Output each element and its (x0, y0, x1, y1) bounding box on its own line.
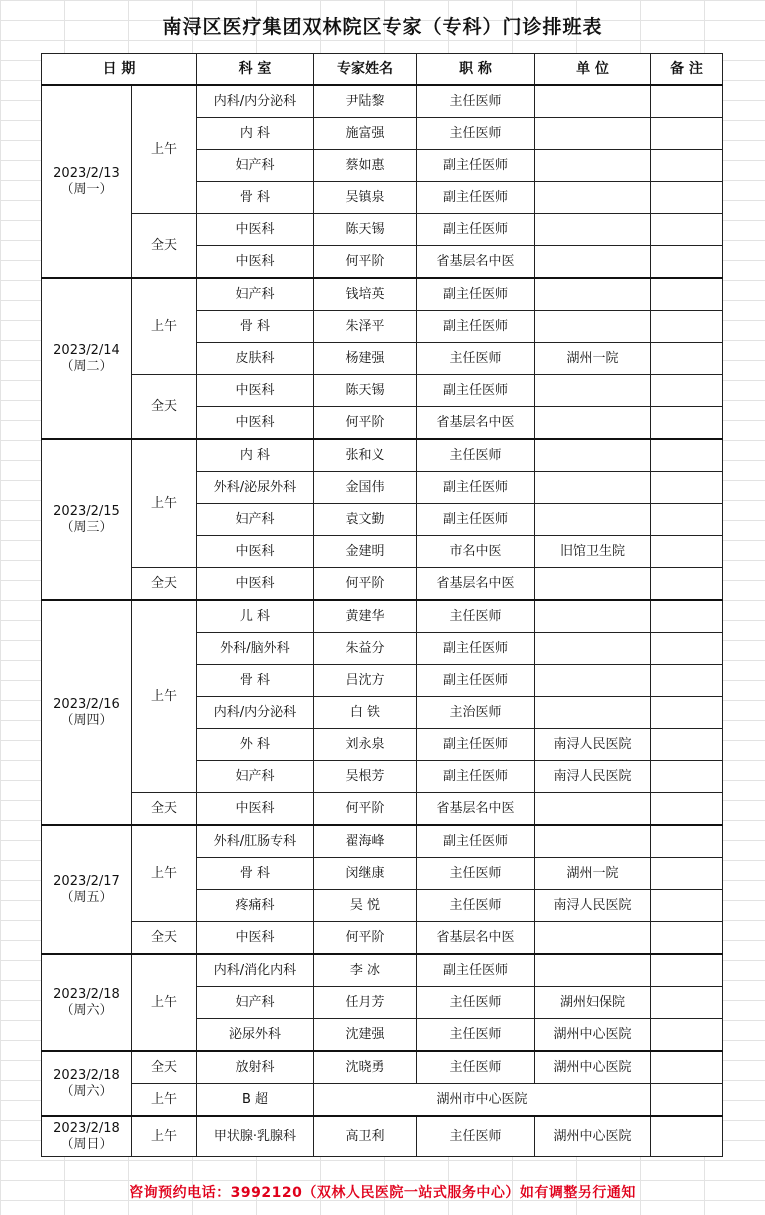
date-value: 2023/2/18 (53, 1120, 120, 1136)
weekday-value: （周四） (60, 712, 113, 728)
expert-cell: 钱培英 (314, 278, 417, 311)
period-cell: 上午 (132, 85, 197, 214)
date-cell (42, 954, 132, 1051)
title-cell: 市名中医 (417, 536, 535, 568)
expert-cell: 朱益分 (314, 633, 417, 665)
unit-cell (535, 472, 651, 504)
remark-cell (651, 954, 723, 987)
dept-cell: 骨 科 (197, 311, 314, 343)
dept-cell: 内 科 (197, 439, 314, 472)
title-cell: 省基层名中医 (417, 407, 535, 440)
date-cell (42, 825, 132, 954)
dept-cell: 外 科 (197, 729, 314, 761)
remark-cell (651, 987, 723, 1019)
date-value: 2023/2/18 (53, 1067, 120, 1083)
page-title: 南浔区医疗集团双林院区专家（专科）门诊排班表 (162, 16, 603, 38)
title-cell: 主任医师 (417, 343, 535, 375)
period-cell: 全天 (132, 793, 197, 826)
dept-cell: 骨 科 (197, 858, 314, 890)
header-row (42, 54, 723, 86)
unit-cell: 湖州中心医院 (535, 1116, 651, 1157)
header-expert: 专家姓名 (314, 54, 417, 86)
expert-cell: 袁文勤 (314, 504, 417, 536)
unit-cell (535, 407, 651, 440)
title-cell: 副主任医师 (417, 311, 535, 343)
remark-cell (651, 1019, 723, 1052)
title-cell: 省基层名中医 (417, 568, 535, 601)
dept-cell: 中医科 (197, 375, 314, 407)
table-row (42, 85, 723, 118)
dept-cell: 妇产科 (197, 987, 314, 1019)
dept-cell: 中医科 (197, 214, 314, 246)
remark-cell (651, 439, 723, 472)
dept-cell: 皮肤科 (197, 343, 314, 375)
expert-cell: 何平阶 (314, 246, 417, 279)
period-cell: 全天 (132, 214, 197, 279)
dept-cell: 中医科 (197, 568, 314, 601)
remark-cell (651, 214, 723, 246)
table-row (42, 600, 723, 633)
unit-cell (535, 697, 651, 729)
remark-cell (651, 504, 723, 536)
header-title: 职 称 (417, 54, 535, 86)
expert-cell: 何平阶 (314, 568, 417, 601)
remark-cell (651, 793, 723, 826)
date-cell (42, 600, 132, 825)
dept-cell: 内科/内分泌科 (197, 697, 314, 729)
date-cell (42, 278, 132, 439)
title-cell: 副主任医师 (417, 825, 535, 858)
dept-cell: 甲状腺·乳腺科 (197, 1116, 314, 1157)
remark-cell (651, 150, 723, 182)
remark-cell (651, 600, 723, 633)
title-cell: 副主任医师 (417, 729, 535, 761)
remark-cell (651, 697, 723, 729)
footer-notice: 咨询预约电话：3992120（双林人民医院一站式服务中心）如有调整另行通知 (129, 1185, 636, 1201)
expert-cell: 刘永泉 (314, 729, 417, 761)
expert-cell: 何平阶 (314, 922, 417, 955)
unit-cell (535, 633, 651, 665)
table-row (42, 568, 723, 601)
remark-cell (651, 665, 723, 697)
remark-cell (651, 343, 723, 375)
unit-cell: 湖州妇保院 (535, 987, 651, 1019)
unit-cell: 湖州一院 (535, 343, 651, 375)
weekday-value: （周一） (60, 181, 113, 197)
date-cell (42, 1116, 132, 1157)
period-cell: 上午 (132, 439, 197, 568)
dept-cell: 内 科 (197, 118, 314, 150)
dept-cell: 中医科 (197, 246, 314, 279)
title-cell: 主任医师 (417, 987, 535, 1019)
dept-cell: 中医科 (197, 407, 314, 440)
dept-cell: 中医科 (197, 922, 314, 955)
unit-cell: 湖州中心医院 (535, 1019, 651, 1052)
expert-cell: 高卫利 (314, 1116, 417, 1157)
weekday-value: （周六） (60, 1083, 113, 1099)
remark-cell (651, 729, 723, 761)
date-cell (42, 1051, 132, 1116)
remark-cell (651, 568, 723, 601)
dept-cell: 外科/泌尿外科 (197, 472, 314, 504)
remark-cell (651, 1116, 723, 1157)
title-cell: 主任医师 (417, 85, 535, 118)
expert-cell: 施富强 (314, 118, 417, 150)
schedule-table (41, 53, 723, 1157)
table-row (42, 793, 723, 826)
remark-cell (651, 278, 723, 311)
expert-cell: 黄建华 (314, 600, 417, 633)
period-cell: 上午 (132, 954, 197, 1051)
title-cell: 副主任医师 (417, 761, 535, 793)
title-cell: 主任医师 (417, 890, 535, 922)
title-cell: 副主任医师 (417, 472, 535, 504)
unit-cell: 旧馆卫生院 (535, 536, 651, 568)
title-cell: 副主任医师 (417, 182, 535, 214)
remark-cell (651, 1084, 723, 1117)
weekday-value: （周二） (60, 358, 113, 374)
weekday-value: （周六） (60, 1002, 113, 1018)
weekday-value: （周日） (60, 1136, 113, 1152)
unit-cell (535, 214, 651, 246)
dept-cell: 外科/肛肠专科 (197, 825, 314, 858)
expert-cell: 翟海峰 (314, 825, 417, 858)
remark-cell (651, 825, 723, 858)
remark-cell (651, 858, 723, 890)
title-cell: 主任医师 (417, 858, 535, 890)
table-row (42, 922, 723, 955)
expert-cell: 何平阶 (314, 793, 417, 826)
dept-cell: 放射科 (197, 1051, 314, 1084)
table-row (42, 954, 723, 987)
dept-cell: B 超 (197, 1084, 314, 1117)
unit-cell (535, 375, 651, 407)
remark-cell (651, 472, 723, 504)
title-cell: 主任医师 (417, 1051, 535, 1084)
remark-cell (651, 246, 723, 279)
date-value: 2023/2/16 (53, 696, 120, 712)
unit-cell (535, 311, 651, 343)
unit-cell (535, 439, 651, 472)
date-value: 2023/2/14 (53, 342, 120, 358)
expert-cell: 沈晓勇 (314, 1051, 417, 1084)
dept-cell: 中医科 (197, 536, 314, 568)
unit-cell (535, 922, 651, 955)
title-cell: 副主任医师 (417, 278, 535, 311)
expert-cell: 杨建强 (314, 343, 417, 375)
title-cell: 主任医师 (417, 439, 535, 472)
date-value: 2023/2/17 (53, 873, 120, 889)
title-cell: 副主任医师 (417, 214, 535, 246)
title-cell: 副主任医师 (417, 504, 535, 536)
expert-cell: 何平阶 (314, 407, 417, 440)
remark-cell (651, 536, 723, 568)
unit-cell: 湖州中心医院 (535, 1051, 651, 1084)
expert-cell: 张和义 (314, 439, 417, 472)
unit-cell (535, 600, 651, 633)
date-value: 2023/2/18 (53, 986, 120, 1002)
remark-cell (651, 182, 723, 214)
expert-cell: 金国伟 (314, 472, 417, 504)
date-value: 2023/2/13 (53, 165, 120, 181)
unit-cell (535, 246, 651, 279)
unit-cell (535, 793, 651, 826)
header-remark: 备 注 (651, 54, 723, 86)
expert-cell: 陈天锡 (314, 214, 417, 246)
remark-cell (651, 375, 723, 407)
unit-cell: 南浔人民医院 (535, 890, 651, 922)
title-cell: 副主任医师 (417, 633, 535, 665)
dept-cell: 骨 科 (197, 182, 314, 214)
dept-cell: 儿 科 (197, 600, 314, 633)
unit-cell (535, 118, 651, 150)
dept-cell: 中医科 (197, 793, 314, 826)
title-cell: 省基层名中医 (417, 922, 535, 955)
dept-cell: 妇产科 (197, 150, 314, 182)
expert-cell: 陈天锡 (314, 375, 417, 407)
dept-cell: 骨 科 (197, 665, 314, 697)
table-row (42, 825, 723, 858)
unit-cell (535, 182, 651, 214)
unit-cell (535, 278, 651, 311)
unit-cell (535, 568, 651, 601)
weekday-value: （周三） (60, 519, 113, 535)
expert-cell: 朱泽平 (314, 311, 417, 343)
date-cell (42, 85, 132, 278)
remark-cell (651, 633, 723, 665)
header-unit: 单 位 (535, 54, 651, 86)
dept-cell: 妇产科 (197, 761, 314, 793)
table-row (42, 278, 723, 311)
table-row (42, 439, 723, 472)
expert-cell: 白 铁 (314, 697, 417, 729)
period-cell: 上午 (132, 825, 197, 922)
title-cell: 主任医师 (417, 1116, 535, 1157)
expert-cell: 李 冰 (314, 954, 417, 987)
remark-cell (651, 922, 723, 955)
expert-cell: 金建明 (314, 536, 417, 568)
date-value: 2023/2/15 (53, 503, 120, 519)
remark-cell (651, 890, 723, 922)
expert-cell: 吕沈方 (314, 665, 417, 697)
unit-cell (535, 85, 651, 118)
expert-cell: 沈建强 (314, 1019, 417, 1052)
dept-cell: 内科/消化内科 (197, 954, 314, 987)
unit-cell (535, 665, 651, 697)
expert-cell: 任月芳 (314, 987, 417, 1019)
unit-cell: 湖州一院 (535, 858, 651, 890)
title-cell: 副主任医师 (417, 665, 535, 697)
title-cell: 副主任医师 (417, 150, 535, 182)
period-cell: 全天 (132, 568, 197, 601)
unit-cell (535, 504, 651, 536)
header-dept: 科 室 (197, 54, 314, 86)
expert-cell: 蔡如惠 (314, 150, 417, 182)
period-cell: 上午 (132, 278, 197, 375)
period-cell: 上午 (132, 600, 197, 793)
expert-cell: 吴根芳 (314, 761, 417, 793)
weekday-value: （周五） (60, 889, 113, 905)
period-cell: 全天 (132, 922, 197, 955)
period-cell: 上午 (132, 1116, 197, 1157)
period-cell: 全天 (132, 1051, 197, 1084)
dept-cell: 内科/内分泌科 (197, 85, 314, 118)
expert-cell: 尹陆黎 (314, 85, 417, 118)
remark-cell (651, 1051, 723, 1084)
merged-unit-cell: 湖州市中心医院 (314, 1084, 651, 1117)
title-cell: 副主任医师 (417, 375, 535, 407)
dept-cell: 疼痛科 (197, 890, 314, 922)
remark-cell (651, 85, 723, 118)
remark-cell (651, 118, 723, 150)
unit-cell: 南浔人民医院 (535, 729, 651, 761)
unit-cell (535, 150, 651, 182)
title-cell: 副主任医师 (417, 954, 535, 987)
dept-cell: 妇产科 (197, 278, 314, 311)
table-row (42, 1051, 723, 1084)
table-row (42, 1116, 723, 1157)
remark-cell (651, 311, 723, 343)
title-cell: 主治医师 (417, 697, 535, 729)
expert-cell: 吴 悦 (314, 890, 417, 922)
title-cell: 主任医师 (417, 600, 535, 633)
remark-cell (651, 761, 723, 793)
table-row (42, 1084, 723, 1117)
header-date: 日 期 (42, 54, 197, 86)
unit-cell (535, 825, 651, 858)
expert-cell: 闵继康 (314, 858, 417, 890)
title-cell: 省基层名中医 (417, 793, 535, 826)
dept-cell: 妇产科 (197, 504, 314, 536)
date-cell (42, 439, 132, 600)
schedule-body (42, 85, 723, 1157)
title-cell: 省基层名中医 (417, 246, 535, 279)
period-cell: 全天 (132, 375, 197, 440)
dept-cell: 外科/脑外科 (197, 633, 314, 665)
table-row (42, 214, 723, 246)
table-row (42, 375, 723, 407)
expert-cell: 吴镇泉 (314, 182, 417, 214)
unit-cell (535, 954, 651, 987)
title-cell: 主任医师 (417, 118, 535, 150)
dept-cell: 泌尿外科 (197, 1019, 314, 1052)
remark-cell (651, 407, 723, 440)
unit-cell: 南浔人民医院 (535, 761, 651, 793)
title-cell: 主任医师 (417, 1019, 535, 1052)
period-cell: 上午 (132, 1084, 197, 1117)
